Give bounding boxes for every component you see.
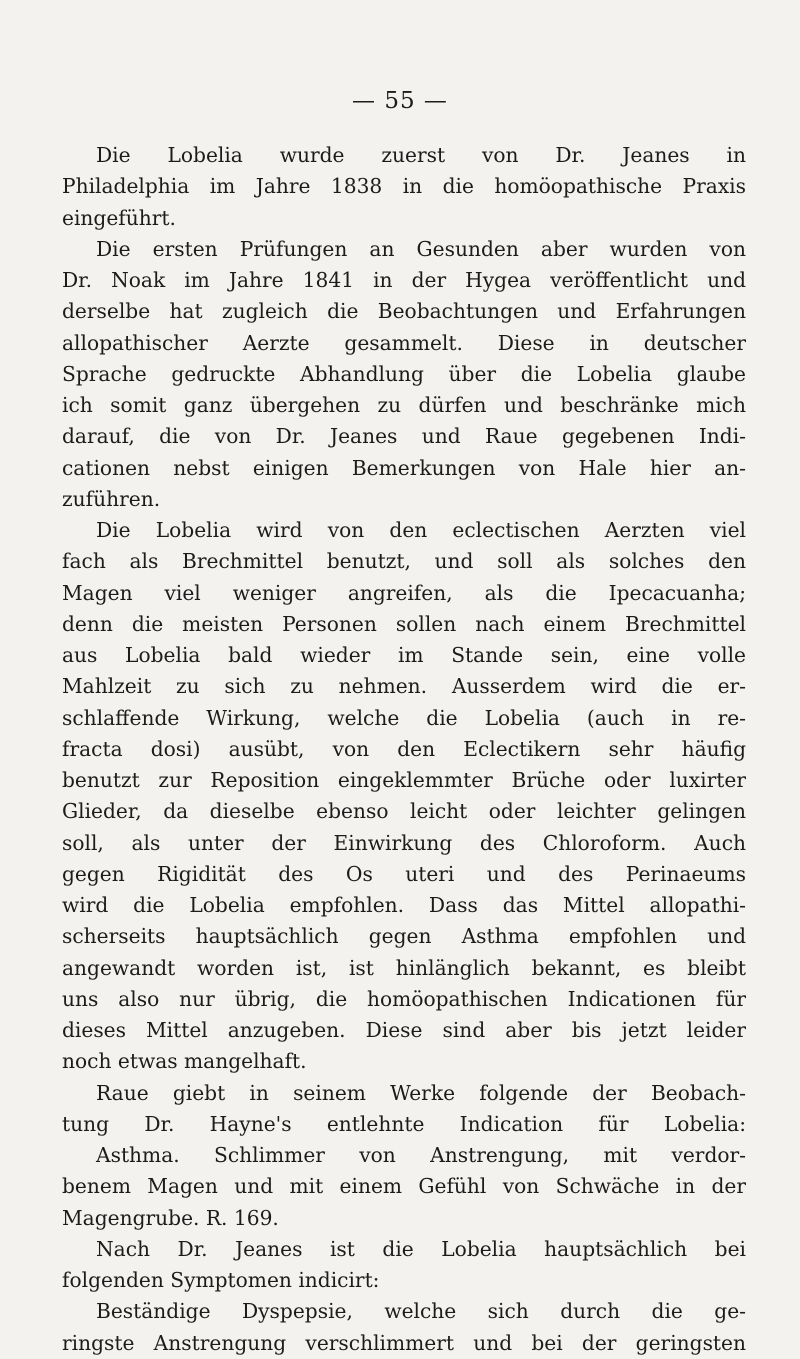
- text-line: benutzt zur Reposition eingeklemmter Brüche oder luxirter: [62, 768, 746, 792]
- text-line: folgenden Symptomen indicirt:: [62, 1268, 380, 1292]
- text-line: Die Lobelia wird von den eclectischen Aerzten viel: [96, 518, 746, 542]
- text-line: denn die meisten Personen sollen nach einem Brechmittel: [62, 611, 746, 636]
- text-line: ich somit ganz übergehen zu dürfen und beschränke mich: [62, 393, 746, 417]
- text-line: benem Magen und mit einem Gefühl von Schwäche in der: [62, 1174, 746, 1199]
- body-text: [62, 140, 746, 1359]
- text-line: derselbe hat zugleich die Beobachtungen und Erfahrungen: [62, 299, 746, 324]
- text-line: scherseits hauptsächlich gegen Asthma empfohlen und: [62, 924, 746, 949]
- text-line: wird die Lobelia empfohlen. Dass das Mittel allopathi-: [62, 893, 746, 917]
- text-line: dieses Mittel anzugeben. Diese sind aber bis jetzt leider: [62, 1018, 746, 1042]
- text-line: soll, als unter der Einwirkung des Chloroform. Auch: [62, 830, 746, 855]
- text-line: eingeführt.: [62, 205, 176, 230]
- text-line: Philadelphia im Jahre 1838 in die homöopathische Praxis: [62, 174, 746, 199]
- text-line: Nach Dr. Jeanes ist die Lobelia hauptsächlich bei: [96, 1236, 746, 1261]
- text-line: gegen Rigidität des Os uteri und des Perinaeums: [62, 861, 746, 886]
- text-line: noch etwas mangelhaft.: [62, 1049, 307, 1074]
- text-line: schlaffende Wirkung, welche die Lobelia (auch in re-: [62, 705, 746, 730]
- text-line: fach als Brechmittel benutzt, und soll als solches den: [62, 549, 746, 574]
- text-line: darauf, die von Dr. Jeanes und Raue gegebenen Indi-: [62, 424, 746, 449]
- text-line: Raue giebt in seinem Werke folgende der Beobach-: [96, 1080, 746, 1105]
- text-line: Mahlzeit zu sich zu nehmen. Ausserdem wird die er-: [62, 674, 746, 699]
- text-line: zuführen.: [62, 486, 161, 511]
- text-line: cationen nebst einigen Bemerkungen von Hale hier an-: [62, 455, 746, 480]
- text-line: ringste Anstrengung verschlimmert und bei der geringsten: [62, 1330, 746, 1355]
- text-line: Die Lobelia wurde zuerst von Dr. Jeanes in: [96, 143, 746, 167]
- text-line: tung Dr. Hayne's entlehnte Indication für Lobelia:: [62, 1111, 746, 1136]
- text-line: Glieder, da dieselbe ebenso leicht oder leichter gelingen: [62, 799, 746, 824]
- text-line: Dr. Noak im Jahre 1841 in der Hygea veröffentlicht und: [62, 268, 746, 292]
- text-line: aus Lobelia bald wieder im Stande sein, eine volle: [62, 643, 746, 667]
- page-number: — 55 —: [352, 88, 448, 114]
- text-line: Sprache gedruckte Abhandlung über die Lobelia glaube: [62, 361, 746, 386]
- text-line: Beständige Dyspepsie, welche sich durch die ge-: [96, 1299, 746, 1324]
- text-line: Asthma. Schlimmer von Anstrengung, mit verdor-: [96, 1143, 746, 1167]
- text-line: uns also nur übrig, die homöopathischen Indicationen für: [62, 986, 746, 1011]
- text-line: allopathischer Aerzte gesammelt. Diese in deutscher: [62, 330, 746, 355]
- text-line: Magen viel weniger angreifen, als die Ipecacuanha;: [62, 580, 746, 605]
- text-line: Magengrube. R. 169.: [62, 1205, 279, 1230]
- text-line: Die ersten Prüfungen an Gesunden aber wurden von: [96, 236, 746, 261]
- text-line: fracta dosi) ausübt, von den Eclectikern sehr häufig: [62, 736, 746, 761]
- text-line: angewandt worden ist, ist hinlänglich bekannt, es bleibt: [62, 955, 746, 980]
